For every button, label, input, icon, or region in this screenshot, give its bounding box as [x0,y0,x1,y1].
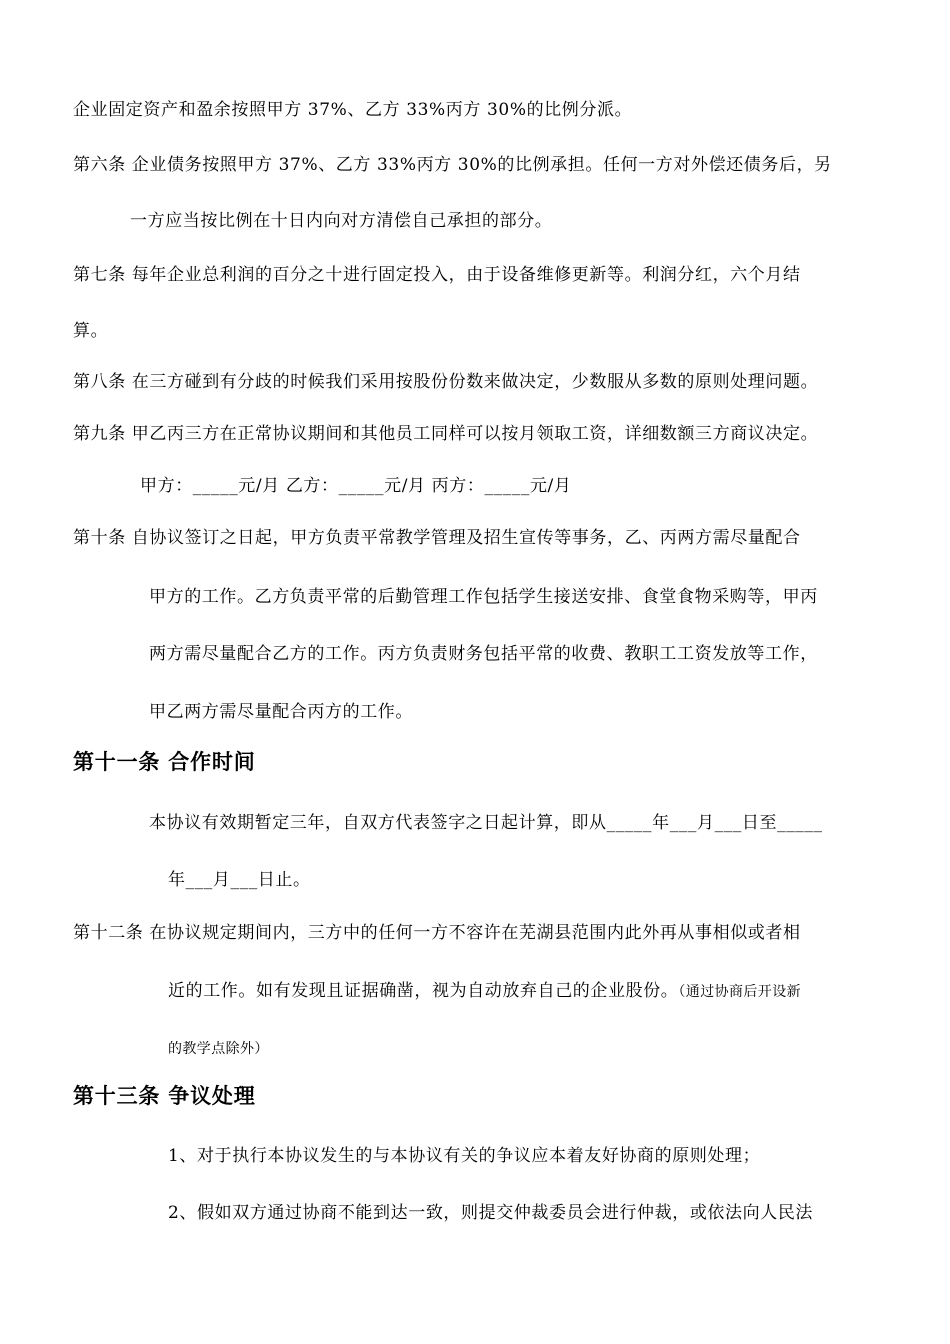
section-11-heading: 第十一条 合作时间 [73,750,256,774]
section-11-line-1: 本协议有效期暂定三年，自双方代表签字之日起计算，即从_____年___月___日至_____ [149,813,823,833]
article-6-line-1: 第六条 企业债务按照甲方 37%、乙方 33%丙方 30%的比例承担。任何一方对外偿还债务后，另 [73,155,832,175]
salary-line: 甲方：_____元/月 乙方：_____元/月 丙方：_____元/月 [140,476,572,496]
article-10-line-1: 第十条 自协议签订之日起，甲方负责平常教学管理及招生宣传等事务，乙、丙两方需尽量配合 [73,528,801,548]
article-6-line-2: 一方应当按比例在十日内向对方清偿自己承担的部分。 [130,211,553,231]
article-7-line-2: 算。 [73,321,109,341]
section-13-heading: 第十三条 争议处理 [73,1084,256,1108]
article-12-note: （通过协商后开设新 [678,984,802,1000]
asset-distribution-line: 企业固定资产和盈余按照甲方 37%、乙方 33%丙方 30%的比例分派。 [73,100,633,120]
article-12-line-2 [168,980,801,1003]
section-13-line-1: 1、对于执行本协议发生的与本协议有关的争议应本着友好协商的原则处理； [168,1146,761,1166]
section-13-line-2: 2、假如双方通过协商不能到达一致，则提交仲裁委员会进行仲裁，或依法向人民法 [168,1203,814,1223]
article-8-line: 第八条 在三方碰到有分歧的时候我们采用按股份份数来做决定，少数服从多数的原则处理问题。 [73,372,819,392]
section-11-line-2: 年___月___日止。 [168,870,311,890]
article-12-line-2-main: 近的工作。如有发现且证据确凿，视为自动放弃自己的企业股份。 [168,981,679,1001]
article-10-line-3: 两方需尽量配合乙方的工作。丙方负责财务包括平常的收费、教职工工资发放等工作， [149,644,818,664]
article-10-line-2: 甲方的工作。乙方负责平常的后勤管理工作包括学生接送安排、食堂食物采购等，甲丙 [149,587,818,607]
article-10-line-4: 甲乙两方需尽量配合丙方的工作。 [149,702,413,722]
article-12-line-1: 第十二条 在协议规定期间内，三方中的任何一方不容许在芜湖县范围内此外再从事相似或者相 [73,923,801,943]
article-9-line: 第九条 甲乙丙三方在正常协议期间和其他员工同样可以按月领取工资，详细数额三方商议决定。 [73,424,819,444]
article-12-line-3: 的教学点除外） [168,1041,269,1057]
article-7-line-1: 第七条 每年企业总利润的百分之十进行固定投入，由于设备维修更新等。利润分红，六个月结 [73,265,801,285]
